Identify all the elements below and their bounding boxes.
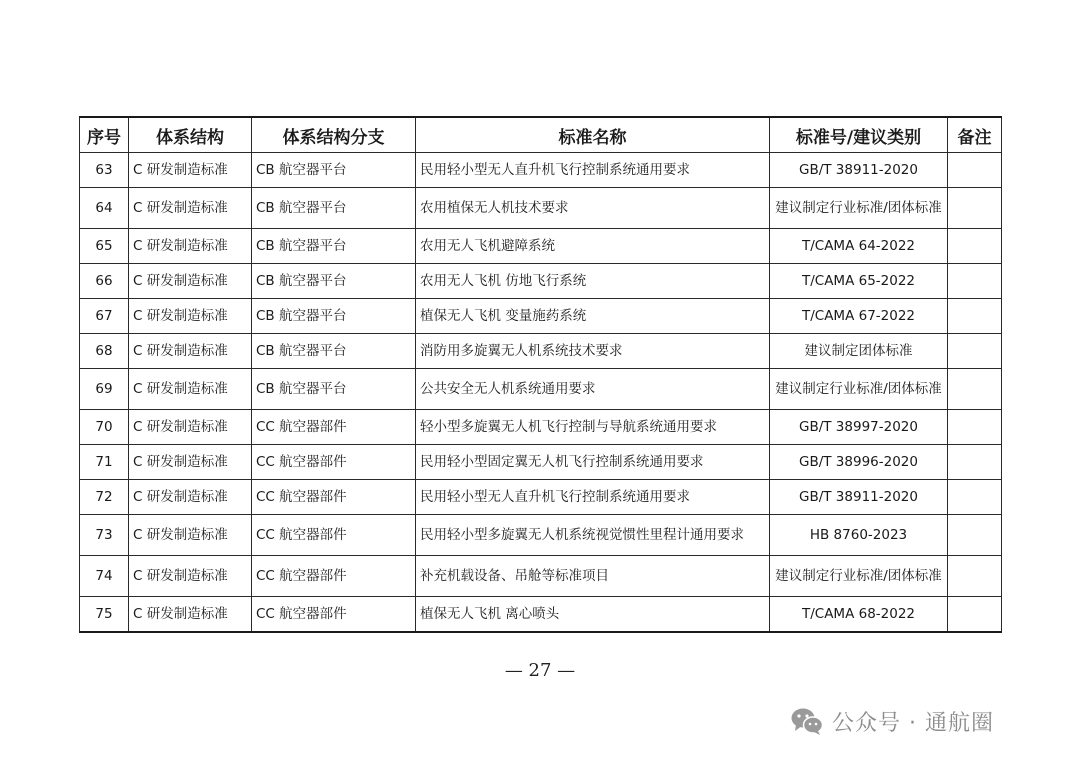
cell-note — [948, 229, 1002, 264]
cell-note — [948, 153, 1002, 188]
cell-note — [948, 334, 1002, 369]
table-row — [80, 556, 1002, 597]
cell-structure: C 研发制造标准 — [129, 410, 252, 445]
cell-name: 消防用多旋翼无人机系统技术要求 — [416, 334, 770, 369]
header-name: 标准名称 — [416, 117, 770, 153]
cell-code: 建议制定行业标准/团体标准 — [770, 369, 948, 410]
cell-name: 农用无人飞机 仿地飞行系统 — [416, 264, 770, 299]
page-number: — 27 — — [504, 660, 576, 681]
cell-note — [948, 299, 1002, 334]
cell-note — [948, 264, 1002, 299]
cell-seq: 71 — [80, 445, 129, 480]
cell-branch: CB 航空器平台 — [252, 229, 416, 264]
cell-structure: C 研发制造标准 — [129, 188, 252, 229]
cell-code: GB/T 38997-2020 — [770, 410, 948, 445]
cell-structure: C 研发制造标准 — [129, 445, 252, 480]
table-row — [80, 229, 1002, 264]
table-row — [80, 299, 1002, 334]
cell-branch: CC 航空器部件 — [252, 556, 416, 597]
header-branch: 体系结构分支 — [252, 117, 416, 153]
cell-code: T/CAMA 65-2022 — [770, 264, 948, 299]
cell-code: 建议制定行业标准/团体标准 — [770, 188, 948, 229]
cell-structure: C 研发制造标准 — [129, 299, 252, 334]
cell-seq: 67 — [80, 299, 129, 334]
cell-branch: CB 航空器平台 — [252, 334, 416, 369]
cell-code: 建议制定团体标准 — [770, 334, 948, 369]
cell-branch: CB 航空器平台 — [252, 264, 416, 299]
table-row — [80, 153, 1002, 188]
table-row — [80, 597, 1002, 633]
cell-structure: C 研发制造标准 — [129, 480, 252, 515]
header-note: 备注 — [948, 117, 1002, 153]
cell-note — [948, 480, 1002, 515]
standards-table — [79, 116, 1002, 633]
table-header-row — [80, 117, 1002, 153]
cell-seq: 69 — [80, 369, 129, 410]
table-row — [80, 264, 1002, 299]
cell-name: 公共安全无人机系统通用要求 — [416, 369, 770, 410]
cell-structure: C 研发制造标准 — [129, 334, 252, 369]
wechat-icon — [790, 706, 824, 736]
cell-note — [948, 410, 1002, 445]
cell-branch: CB 航空器平台 — [252, 188, 416, 229]
cell-code: GB/T 38996-2020 — [770, 445, 948, 480]
cell-branch: CC 航空器部件 — [252, 480, 416, 515]
cell-note — [948, 188, 1002, 229]
cell-seq: 72 — [80, 480, 129, 515]
cell-branch: CC 航空器部件 — [252, 445, 416, 480]
cell-seq: 70 — [80, 410, 129, 445]
cell-structure: C 研发制造标准 — [129, 369, 252, 410]
cell-branch: CB 航空器平台 — [252, 299, 416, 334]
cell-seq: 65 — [80, 229, 129, 264]
cell-seq: 74 — [80, 556, 129, 597]
table-row — [80, 369, 1002, 410]
cell-seq: 63 — [80, 153, 129, 188]
cell-code: T/CAMA 67-2022 — [770, 299, 948, 334]
cell-branch: CB 航空器平台 — [252, 369, 416, 410]
watermark-text: 公众号 · 通航圈 — [832, 710, 994, 736]
cell-name: 轻小型多旋翼无人机飞行控制与导航系统通用要求 — [416, 410, 770, 445]
cell-branch: CC 航空器部件 — [252, 515, 416, 556]
cell-code: T/CAMA 64-2022 — [770, 229, 948, 264]
cell-note — [948, 515, 1002, 556]
cell-branch: CB 航空器平台 — [252, 153, 416, 188]
table-row — [80, 188, 1002, 229]
cell-code: T/CAMA 68-2022 — [770, 597, 948, 633]
cell-structure: C 研发制造标准 — [129, 556, 252, 597]
table-row — [80, 410, 1002, 445]
cell-name: 民用轻小型固定翼无人机飞行控制系统通用要求 — [416, 445, 770, 480]
cell-seq: 68 — [80, 334, 129, 369]
cell-branch: CC 航空器部件 — [252, 597, 416, 633]
cell-name: 民用轻小型无人直升机飞行控制系统通用要求 — [416, 153, 770, 188]
cell-note — [948, 369, 1002, 410]
cell-seq: 73 — [80, 515, 129, 556]
cell-code: GB/T 38911-2020 — [770, 480, 948, 515]
cell-name: 补充机载设备、吊舱等标准项目 — [416, 556, 770, 597]
cell-branch: CC 航空器部件 — [252, 410, 416, 445]
cell-code: 建议制定行业标准/团体标准 — [770, 556, 948, 597]
watermark — [790, 704, 994, 738]
cell-structure: C 研发制造标准 — [129, 515, 252, 556]
cell-seq: 64 — [80, 188, 129, 229]
header-structure: 体系结构 — [129, 117, 252, 153]
cell-name: 农用无人飞机避障系统 — [416, 229, 770, 264]
cell-note — [948, 556, 1002, 597]
cell-name: 农用植保无人机技术要求 — [416, 188, 770, 229]
cell-structure: C 研发制造标准 — [129, 153, 252, 188]
cell-name: 植保无人飞机 离心喷头 — [416, 597, 770, 633]
cell-code: HB 8760-2023 — [770, 515, 948, 556]
table-row — [80, 480, 1002, 515]
cell-note — [948, 445, 1002, 480]
header-code: 标准号/建议类别 — [770, 117, 948, 153]
header-seq: 序号 — [80, 117, 129, 153]
cell-name: 民用轻小型无人直升机飞行控制系统通用要求 — [416, 480, 770, 515]
cell-seq: 75 — [80, 597, 129, 633]
cell-structure: C 研发制造标准 — [129, 597, 252, 633]
table-row — [80, 515, 1002, 556]
cell-structure: C 研发制造标准 — [129, 229, 252, 264]
cell-name: 植保无人飞机 变量施药系统 — [416, 299, 770, 334]
cell-name: 民用轻小型多旋翼无人机系统视觉惯性里程计通用要求 — [416, 515, 770, 556]
table-row — [80, 334, 1002, 369]
cell-structure: C 研发制造标准 — [129, 264, 252, 299]
table-row — [80, 445, 1002, 480]
cell-code: GB/T 38911-2020 — [770, 153, 948, 188]
cell-seq: 66 — [80, 264, 129, 299]
cell-note — [948, 597, 1002, 633]
